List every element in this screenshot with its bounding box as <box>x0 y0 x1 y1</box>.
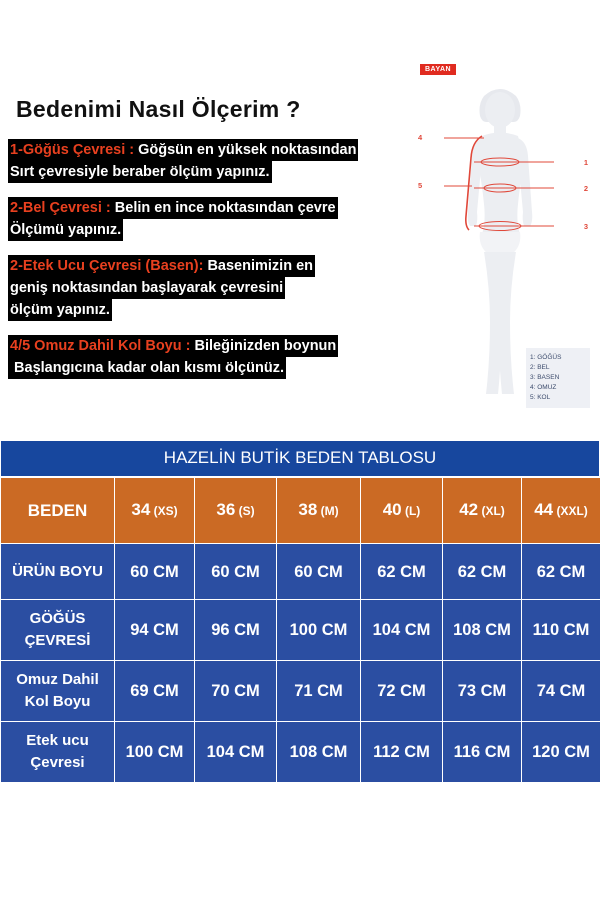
figure-marker-5: 5 <box>418 181 423 190</box>
instruction-text: Sırt çevresiyle beraber ölçüm yapınız. <box>10 164 270 180</box>
table-cell: 120 CM <box>522 722 600 783</box>
column-header <box>361 478 443 544</box>
instruction-item <box>8 139 408 183</box>
body-measurement-figure <box>414 58 592 430</box>
page-title: Bedenimi Nasıl Ölçerim ? <box>16 96 301 122</box>
instruction-label: 4/5 Omuz Dahil Kol Boyu : <box>10 338 191 354</box>
table-cell: 94 CM <box>115 600 195 661</box>
table-cell: 110 CM <box>522 600 600 661</box>
size-table-head <box>1 478 600 544</box>
table-cell: 104 CM <box>195 722 277 783</box>
legend-item-bel: 2: BEL <box>530 364 550 371</box>
table-cell: 60 CM <box>277 544 361 600</box>
table-cell: 73 CM <box>443 661 522 722</box>
legend-item-basen: 3: BASEN <box>530 374 560 381</box>
row-header: ÜRÜN BOYU <box>1 544 115 600</box>
table-cell: 60 CM <box>195 544 277 600</box>
table-cell: 116 CM <box>443 722 522 783</box>
table-cell: 108 CM <box>277 722 361 783</box>
size-table-body <box>1 544 600 783</box>
instruction-label: 2-Bel Çevresi : <box>10 200 111 216</box>
figure-legend <box>526 348 590 408</box>
instruction-label: 1-Göğüs Çevresi : <box>10 142 135 158</box>
column-header-size: 38 <box>298 500 318 519</box>
instruction-text: Başlangıcına kadar olan kısmı ölçünüz. <box>10 360 284 376</box>
instruction-line <box>8 255 315 277</box>
column-header-letter: (M) <box>317 504 339 518</box>
table-cell: 62 CM <box>522 544 600 600</box>
instruction-text: Bileğinizden boynun <box>190 338 337 354</box>
table-cell: 72 CM <box>361 661 443 722</box>
instruction-line <box>8 139 358 161</box>
instruction-line <box>8 277 285 299</box>
instruction-line <box>8 161 272 183</box>
instruction-line <box>8 197 338 219</box>
row-header: Etek ucu Çevresi <box>1 722 115 783</box>
measurement-instructions <box>8 96 408 393</box>
instruction-text: Belin en ince noktasından çevre <box>110 200 336 216</box>
legend-item-gogus: 1: GÖĞÜS <box>530 354 562 361</box>
table-row <box>1 661 600 722</box>
table-header-row <box>1 478 600 544</box>
column-header-size: 34 <box>131 500 151 519</box>
table-cell: 74 CM <box>522 661 600 722</box>
size-table <box>0 477 600 783</box>
column-header <box>277 478 361 544</box>
table-cell: 100 CM <box>115 722 195 783</box>
table-cell: 71 CM <box>277 661 361 722</box>
instruction-text: Ölçümü yapınız. <box>10 222 122 238</box>
column-header-size: 42 <box>459 500 479 519</box>
instruction-list <box>8 139 408 379</box>
table-cell: 70 CM <box>195 661 277 722</box>
table-cell: 96 CM <box>195 600 277 661</box>
table-cell: 100 CM <box>277 600 361 661</box>
instruction-item <box>8 255 408 321</box>
row-header: Omuz Dahil Kol Boyu <box>1 661 115 722</box>
instruction-item <box>8 335 408 379</box>
column-header <box>115 478 195 544</box>
table-row <box>1 544 600 600</box>
instruction-line <box>8 357 286 379</box>
legend-item-kol: 5: KOL <box>530 394 551 401</box>
column-header-size: 36 <box>216 500 236 519</box>
instruction-text: Göğsün en yüksek noktasından <box>134 142 357 158</box>
legend-item-omuz: 4: OMUZ <box>530 384 557 391</box>
figure-marker-3: 3 <box>583 222 588 231</box>
instruction-line <box>8 219 123 241</box>
table-row <box>1 600 600 661</box>
table-cell: 108 CM <box>443 600 522 661</box>
figure-marker-1: 1 <box>583 158 588 167</box>
column-header-size: 40 <box>382 500 402 519</box>
table-cell: 112 CM <box>361 722 443 783</box>
size-table-section <box>0 440 600 783</box>
column-header: BEDEN <box>1 478 115 544</box>
column-header-letter: (L) <box>401 504 421 518</box>
table-cell: 104 CM <box>361 600 443 661</box>
table-cell: 62 CM <box>443 544 522 600</box>
column-header-letter: (S) <box>235 504 255 518</box>
figure-badge: BAYAN <box>420 64 456 75</box>
table-cell: 69 CM <box>115 661 195 722</box>
instruction-line <box>8 299 112 321</box>
instruction-text: geniş noktasından başlayarak çevresini <box>10 280 284 296</box>
figure-marker-2: 2 <box>583 184 588 193</box>
size-table-title: HAZELİN BUTİK BEDEN TABLOSU <box>0 440 600 477</box>
column-header-letter: (XL) <box>478 504 505 518</box>
instruction-text: Basenimizin en <box>203 258 314 274</box>
instruction-text: ölçüm yapınız. <box>10 302 110 318</box>
column-header <box>443 478 522 544</box>
table-cell: 60 CM <box>115 544 195 600</box>
instruction-label: 2-Etek Ucu Çevresi (Basen): <box>10 258 204 274</box>
column-header-letter: (XS) <box>150 504 178 518</box>
table-cell: 62 CM <box>361 544 443 600</box>
column-header <box>522 478 600 544</box>
figure-marker-4: 4 <box>418 133 423 142</box>
column-header-letter: (XXL) <box>553 504 588 518</box>
instruction-line <box>8 335 338 357</box>
column-header <box>195 478 277 544</box>
row-header: GÖĞÜS ÇEVRESİ <box>1 600 115 661</box>
column-header-size: 44 <box>534 500 554 519</box>
table-row <box>1 722 600 783</box>
instruction-item <box>8 197 408 241</box>
